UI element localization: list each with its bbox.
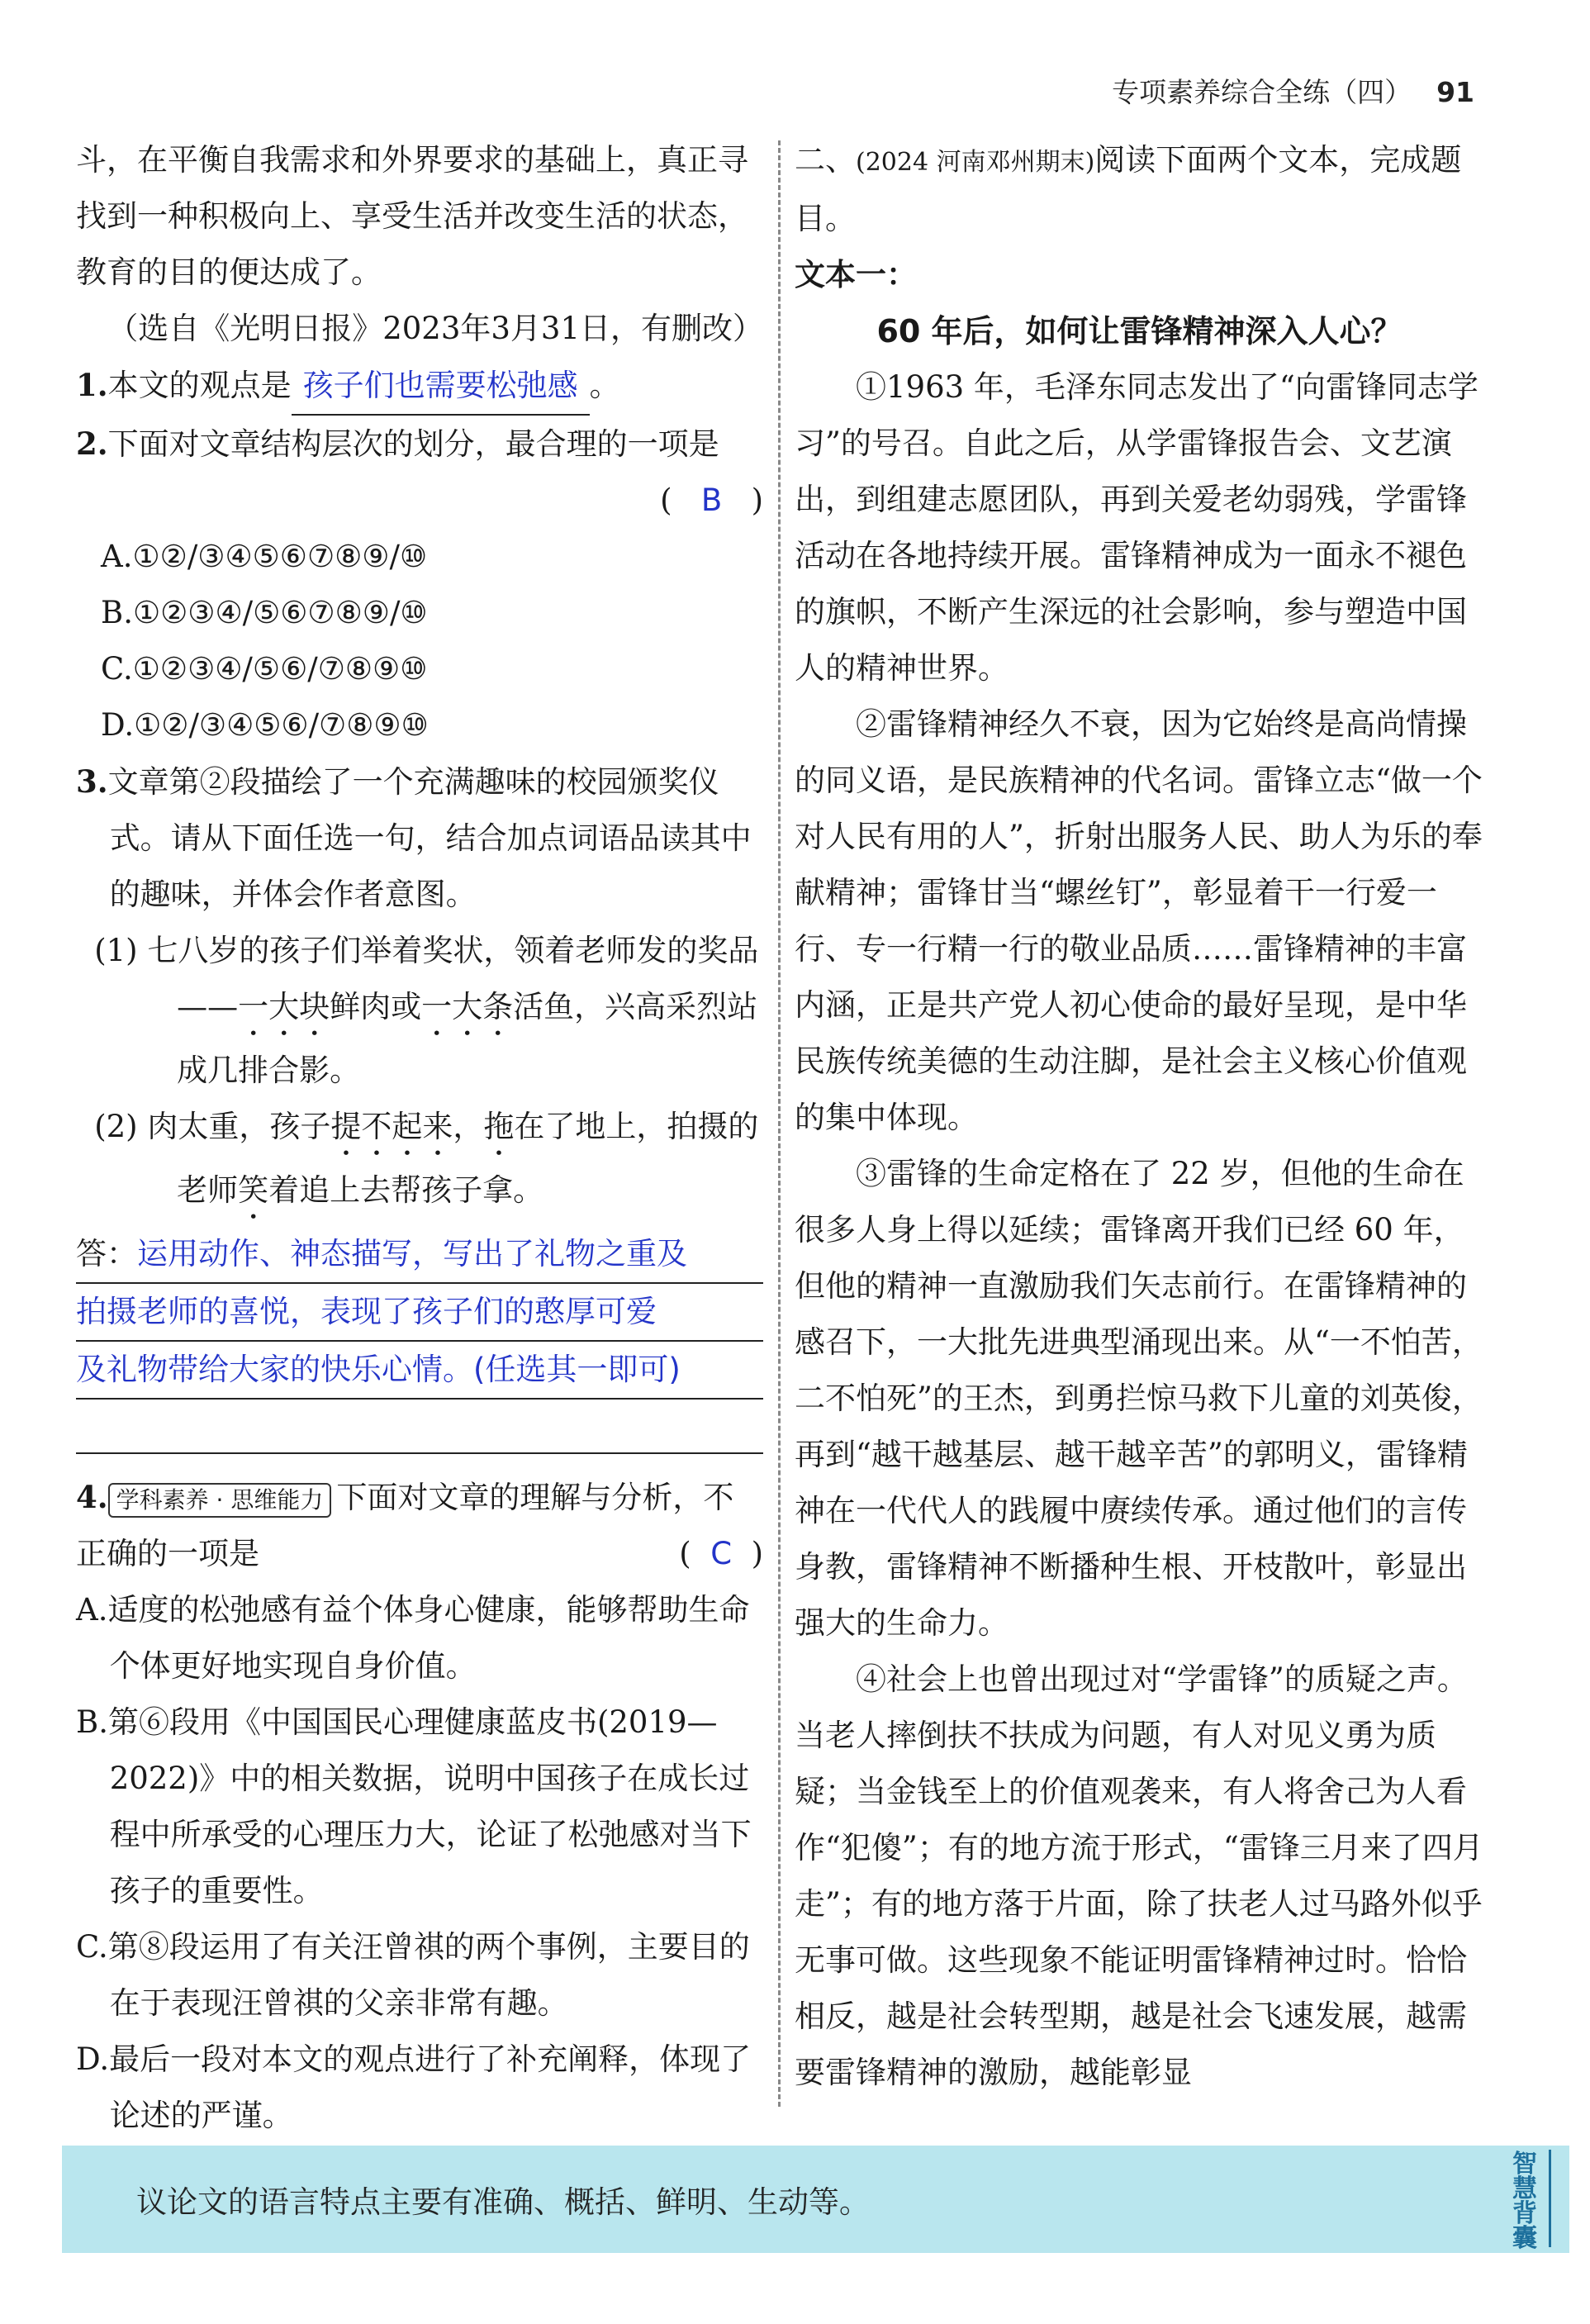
article-paragraph-4: ④社会上也曾出现过对“学雷锋”的质疑之声。当老人摔倒扶不扶成为问题，有人对见义勇为质疑；当金钱至上的价值观袭来，有人将舍己为人看作“犯傻”；有的地方流于形式，“雷锋三月来了四月走”；有的地方落于片面，除了扶老人过马路外似乎无事可做。这些现象不能证明雷锋精神过时。恰恰相反，越是社会转型期，越是社会飞速发展，越需要雷锋精神的激励，越能彰显 (795, 1661, 1483, 2090)
page-number: 91 (1436, 76, 1474, 108)
question-3-number: 3. (76, 763, 108, 800)
question-2-option-b[interactable]: B.①②③④/⑤⑥⑦⑧⑨/⑩ (101, 595, 428, 630)
dotted-word: 一大条 (421, 989, 514, 1024)
sentence-2-part: 着追上去帮孩子拿。 (268, 1172, 544, 1208)
text-one-label: 文本一： (795, 257, 917, 292)
question-2-number: 2. (76, 425, 108, 462)
sentence-2-part: ， (453, 1109, 484, 1144)
question-4-text: 下面对文章的理解与分析，不正确的一项是 (76, 1480, 734, 1571)
question-2-answer[interactable]: B (700, 482, 723, 518)
question-2-text: 下面对文章结构层次的划分，最合理的一项是 (107, 426, 719, 462)
question-1-answer[interactable]: 孩子们也需要松弛感 (292, 358, 590, 416)
bracket-open: ( (660, 482, 672, 518)
tip-banner (62, 2146, 1569, 2253)
question-4-option-c[interactable]: C.第⑧段运用了有关汪曾祺的两个事例，主要目的在于表现汪曾祺的父亲非常有趣。 (76, 1929, 750, 2021)
article-paragraph-3: ③雷锋的生命定格在了 22 岁，但他的生命在很多人身上得以延续；雷锋离开我们已经 60 年，但他的精神一直激励我们矢志前行。在雷锋精神的感召下，一大批先进典型涌现出来。从“一不怕苦，二不怕死”的王杰，到勇拦惊马救下儿童的刘英俊，再到“越干越基层、越干越辛苦”的郭明义，雷锋精神在一代代人的践履中赓续传承。通过他们的言传身教，雷锋精神不断播种生根、开枝散叶，彰显出强大的生命力。 (795, 1156, 1483, 1641)
dotted-word: 笑 (238, 1172, 269, 1208)
question-4-option-b[interactable]: B.第⑥段用《中国国民心理健康蓝皮书(2019—2022)》中的相关数据，说明中国孩子在成长过程中所承受的心理压力大，论证了松弛感对当下孩子的重要性。 (76, 1704, 752, 1908)
answer-line-empty (76, 1400, 763, 1454)
question-4 (76, 1469, 763, 1582)
question-4-number: 4. (76, 1479, 108, 1515)
question-4-option-d[interactable]: D.最后一段对本文的观点进行了补充阐释，体现了论述的严谨。 (76, 2041, 752, 2133)
article-title: 60 年后，如何让雷锋精神深入人心？ (876, 313, 1403, 349)
question-4-answer[interactable]: C (710, 1536, 733, 1571)
bracket-close: ) (751, 1536, 763, 1571)
tip-side-bar (1549, 2150, 1551, 2247)
answer-line: 及礼物带给大家的快乐心情。(任选其一即可) (76, 1342, 763, 1400)
question-1 (76, 357, 763, 416)
sentence-2-part: 肉太重，孩子 (147, 1109, 331, 1144)
article-paragraph-1: ①1963 年，毛泽东同志发出了“向雷锋同志学习”的号召。自此之后，从学雷锋报告会、文艺演出，到组建志愿团队，再到关爱老幼弱残，学雷锋活动在各地持续开展。雷锋精神成为一面永不褪色的旗帜，不断产生深远的社会影响，参与塑造中国人的精神世界。 (795, 369, 1478, 686)
dotted-word: 提不起来 (330, 1109, 453, 1144)
right-column (795, 132, 1484, 2101)
skill-tag: 学科素养 · 思维能力 (108, 1483, 332, 1518)
tip-side-label: 智慧背囊 (1512, 2150, 1537, 2253)
question-2-answer-bracket (76, 473, 763, 529)
page-header (1112, 71, 1474, 110)
question-3-text: 文章第②段描绘了一个充满趣味的校园颁奖仪式。请从下面任选一句，结合加点词语品读其中的趣味，并体会作者意图。 (107, 764, 752, 912)
source-citation: （选自《光明日报》2023年3月31日，有删改） (107, 311, 763, 346)
question-4-option-a[interactable]: A.适度的松弛感有益个体身心健康，能够帮助生命个体更好地实现自身价值。 (76, 1592, 750, 1684)
question-1-end: 。 (589, 368, 620, 403)
question-3-sentence-2 (76, 1099, 763, 1226)
question-2-option-a[interactable]: A.①②/③④⑤⑥⑦⑧⑨/⑩ (101, 539, 428, 574)
question-3-sentence-1 (76, 923, 763, 1099)
section-number: 二、 (795, 142, 856, 178)
question-2 (76, 416, 763, 473)
dotted-word: 一大块 (238, 989, 330, 1024)
sentence-1-part: 鲜肉或 (330, 989, 422, 1024)
bracket-close: ) (751, 482, 763, 518)
bracket-open: ( (679, 1536, 691, 1571)
sentence-1-part: 活鱼，兴高采烈站成几排合影。 (177, 989, 758, 1088)
article-paragraph-2: ②雷锋精神经久不衰，因为它始终是高尚情操的同义语，是民族精神的代名词。雷锋立志“做一个对人民有用的人”，折射出服务人民、助人为乐的奉献精神；雷锋甘当“螺丝钉”，彰显着干一行爱一行、专一行精一行的敬业品质……雷锋精神的丰富内涵，正是共产党人初心使命的最好呈现，是中华民族传统美德的生动注脚，是社会主义核心价值观的集中体现。 (795, 706, 1483, 1135)
answer-text: 运用动作、神态描写，写出了礼物之重及 (137, 1236, 687, 1271)
question-3 (76, 753, 763, 923)
answer-line (76, 1226, 763, 1284)
answer-line: 拍摄老师的喜悦，表现了孩子们的憨厚可爱 (76, 1284, 763, 1342)
question-4-answer-bracket (679, 1526, 763, 1582)
answer-label: 答： (76, 1236, 137, 1271)
dotted-word: 拖 (483, 1109, 515, 1144)
sentence-1-label: (1) (94, 933, 138, 968)
question-1-text: 本文的观点是 (107, 368, 292, 403)
question-1-number: 1. (76, 367, 108, 403)
question-2-option-d[interactable]: D.①②/③④⑤⑥/⑦⑧⑨⑩ (101, 707, 429, 743)
column-divider (778, 140, 781, 2107)
intro-paragraph: 斗，在平衡自我需求和外界要求的基础上，真正寻找到一种积极向上、享受生活并改变生活的状态，教育的目的便达成了。 (76, 142, 748, 290)
sentence-2-part: 在了地上，拍摄的老师 (177, 1109, 759, 1208)
source-tag: (2024 河南邓州期末) (856, 148, 1095, 177)
question-2-option-c[interactable]: C.①②③④/⑤⑥/⑦⑧⑨⑩ (101, 651, 428, 687)
question-3-answer-area[interactable] (76, 1226, 763, 1454)
sentence-1-part: 七八岁的孩子们举着奖状，领着老师发的奖品—— (147, 933, 759, 1024)
section-instruction: 阅读下面两个文本，完成题目。 (795, 142, 1462, 236)
sentence-2-label: (2) (94, 1109, 138, 1144)
left-column (76, 132, 763, 2144)
tip-text: 议论文的语言特点主要有准确、概括、鲜明、生动等。 (136, 2184, 870, 2220)
section-title: 专项素养综合全练（四） (1112, 76, 1412, 108)
section-two-intro (795, 132, 1484, 247)
